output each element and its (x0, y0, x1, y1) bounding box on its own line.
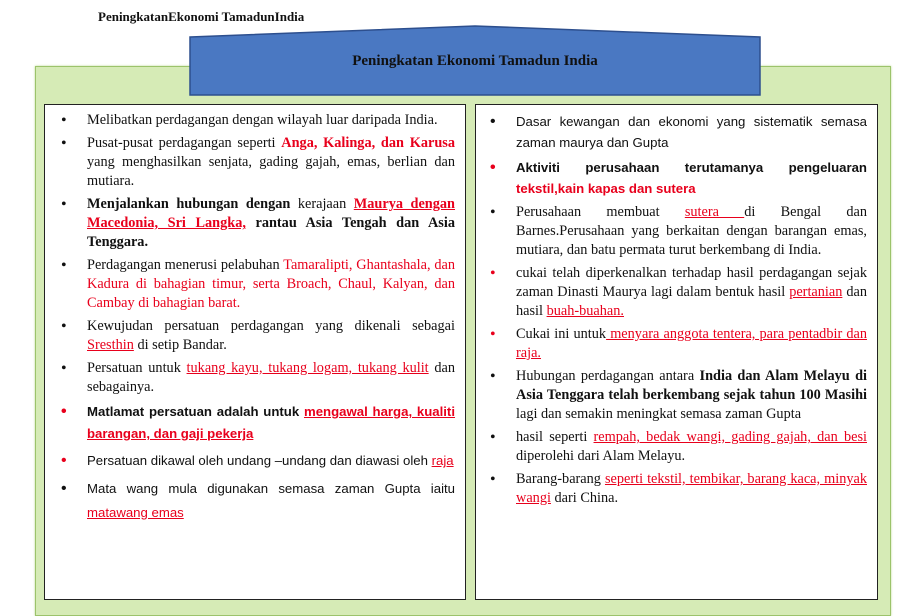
list-item (59, 477, 455, 525)
item-text: hasil seperti (516, 429, 594, 445)
banner-title: Peningkatan Ekonomi Tamadun India (352, 53, 598, 69)
item-highlight: Tamaralipti, Ghantashala, dan Kadura di bahagian timur, serta Broach, Chaul, Kalyan, dan Cambay di bahagian barat. (87, 257, 455, 311)
list-item (59, 449, 455, 473)
item-highlight: buah-buahan. (546, 303, 624, 319)
item-highlight: matawang emas (87, 505, 184, 520)
item-highlight: mengawal harga, kualiti barangan, dan gaji pekerja (87, 404, 455, 441)
right-column (475, 104, 878, 600)
list-item (59, 256, 455, 313)
list-item (488, 264, 867, 321)
item-text: Perusahaan membuat (516, 204, 685, 220)
list-item (488, 470, 867, 508)
list-item (59, 317, 455, 355)
list-item (488, 111, 867, 153)
item-text: Cukai ini untuk (516, 326, 607, 342)
item-highlight: sutera (684, 204, 745, 220)
item-highlight: tekstil,kain kapas dan sutera (516, 181, 696, 196)
item-text: Barang-barang (516, 471, 605, 487)
item-text: kerajaan (290, 196, 354, 212)
banner-shape (0, 0, 905, 100)
item-text: dan sebagainya. (87, 360, 455, 395)
item-text: lagi dan semakin meningkat semasa zaman Gupta (516, 406, 802, 422)
list-item (59, 359, 455, 397)
list-item (59, 195, 455, 252)
item-text: diperolehi dari Alam Melayu. (516, 448, 686, 464)
item-text: Pusat-pusat perdagangan seperti (87, 135, 282, 151)
item-highlight: menyara anggota tentera, para pentadbir dan raja. (516, 326, 867, 361)
item-highlight: Maurya dengan Macedonia, Sri Langka, (87, 196, 456, 231)
item-bold-text: Aktiviti perusahaan terutamanya pengeluaran (516, 160, 867, 175)
list-item (488, 428, 867, 466)
item-highlight: raja (431, 453, 454, 468)
list-item (59, 134, 455, 191)
item-text: Persatuan untuk (87, 360, 187, 376)
item-highlight: Anga, Kalinga, dan Karusa (281, 135, 455, 151)
item-bold-text: India dan Alam Melayu di Asia Tenggara telah berkembang sejak tahun 100 Masihi (516, 368, 867, 403)
item-highlight: tukang kayu, tukang logam, tukang kulit (186, 360, 429, 376)
item-text: Mata wang mula digunakan semasa zaman Gupta iaitu (87, 481, 455, 496)
right-bullet-list (488, 111, 867, 508)
item-bold-text: Matlamat persatuan adalah untuk (87, 404, 304, 419)
page-title: PeningkatanEkonomi TamadunIndia (98, 9, 305, 24)
list-item (59, 111, 455, 130)
item-highlight: Sresthin (87, 337, 134, 353)
item-text: dan hasil (516, 284, 867, 319)
item-text: Melibatkan perdagangan dengan wilayah luar daripada India. (87, 112, 438, 128)
left-bullet-list (59, 111, 455, 525)
left-column (44, 104, 466, 600)
item-highlight: rempah, bedak wangi, gading gajah, dan besi (593, 429, 867, 445)
item-text: Perdagangan menerusi pelabuhan (87, 257, 284, 273)
item-text: yang menghasilkan senjata, gading gajah, emas, berlian dan mutiara. (87, 154, 455, 189)
item-text: di setip Bandar. (133, 337, 227, 353)
item-bold-text: Menjalankan hubungan dengan (87, 196, 291, 212)
item-text: Persatuan dikawal oleh undang –undang dan diawasi oleh (87, 453, 432, 468)
item-text: dari China. (550, 490, 619, 506)
list-item (488, 157, 867, 199)
list-item (488, 203, 867, 260)
item-text: Kewujudan persatuan perdagangan yang dikenali sebagai (87, 318, 455, 334)
item-highlight: pertanian (789, 284, 843, 300)
item-text: cukai telah diperkenalkan terhadap hasil perdagangan sejak zaman Dinasti Maurya lagi dalam bentuk hasil (516, 265, 867, 300)
item-text: di Bengal dan Barnes.Perusahaan yang berkaitan dengan barangan emas, mutiara, dan batu permata turut berkembang di India. (516, 204, 867, 258)
list-item (59, 401, 455, 445)
item-text: Dasar kewangan dan ekonomi yang sistematik semasa zaman maurya dan Gupta (516, 114, 867, 150)
item-text: Hubungan perdagangan antara (516, 368, 700, 384)
list-item (488, 367, 867, 424)
item-highlight: seperti tekstil, tembikar, barang kaca, minyak wangi (516, 471, 867, 506)
item-bold-text: rantau Asia Tengah dan Asia Tenggara. (87, 215, 455, 250)
list-item (488, 325, 867, 363)
